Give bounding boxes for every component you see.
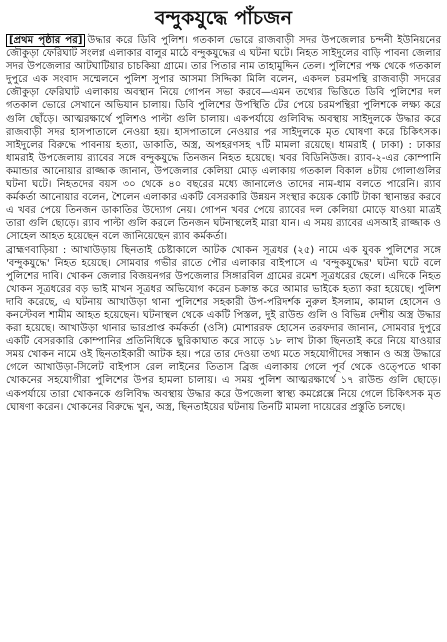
article-paragraph-2: ব্রাহ্মণবাড়িয়া : আখাউড়ায় ছিনতাই চেষ্টাকালে আটক খোকন সূত্রধর (২৫) নামে এক যুবক পুলিশের সঙ্গে 'বন্দুকযুদ্ধে' নিহত হয়েছে। সোমবার গভীর রাতে পৌর এলাকার বাইপাসে এ 'বন্দুকযুদ্ধের' ঘটনা ঘটে বলে পুলিশের দাবি। খোকন জেলার বিজয়নগর উপজেলার সিঙ্গারবিল গ্রামের রমেশ সূত্রধরের ছেলে। এদিকে নিহত খোকন সূত্রধরের বড় ভাই মাখন সূত্রধর অভিযোগ করেন চক্রান্ত করে আমার ভাইকে হত্যা করা হয়েছে। পুলিশ দাবি করেছে, এ ঘটনায় আখাউড়া থানা পুলিশের সহকারী উপ-পরিদর্শক নুরুল ইসলাম, কামাল হোসেন ও কনস্টেবল শামীম আহত হয়েছেন। ঘটনাস্থল থেকে একটি পিস্তল, দুই রাউন্ড গুলি ও বিভিন্ন দেশীয় অস্ত্র উদ্ধার করা হয়েছে। আখাউড়া থানার ভারপ্রাপ্ত কর্মকর্তা (ওসি) মোশাররফ হোসেন তরফদার জানান, সোমবার দুপুরে একটি বেসরকারি কোম্পানির প্রতিনিধিকে ছুরিকাঘাত করে সাড়ে ১৮ লাখ টাকা ছিনতাই করে নিয়ে যাওয়ার সময় খোকন নামে ওই ছিনতাইকারী আটক হয়। পরে তার দেওয়া তথ্য মতে সহযোগীদের সন্ধান ও অস্ত্র উদ্ধারে গেলে আখাউড়া-সিলেট বাইপাস রেল লাইনের তিতাস ব্রিজ এলাকায় গেলে পূর্ব থেকে ওত্পেতে থাকা খোকনের সহযোগীরা পুলিশের উপর হামলা চালায়। এ সময় পুলিশ আত্মরক্ষার্থে ১৭ রাউন্ড গুলি ছোড়ে। একপর্যায়ে তারা খোকনকে গুলিবিদ্ধ অবস্থায় উদ্ধার করে উপজেলা স্বাস্থ্য কমপ্লেক্সে নিয়ে গেলে চিকিৎসক মৃত ঘোষণা করেন। খোকনের বিরুদ্ধে খুন, অস্ত্র, ছিনতাইয়ের ঘটনায় তিনটি মামলা দায়েরের প্রস্তুতি চলছে। [6,244,441,413]
article-paragraph-1 [6,34,441,244]
article-body [6,34,441,414]
article-headline: বন্দুকযুদ্ধে পাঁচজন [154,7,293,29]
continuation-tag: [প্রথম পৃষ্ঠার পর] [6,34,85,47]
paragraph-text: উদ্ধার করে ডিবি পুলিশ। গতকাল ভোরে রাজবাড়ী সদর উপজেলার চন্দনী ইউনিয়নের জৌকুড়া ফেরিঘাট সংলগ্ন এলাকার বালুর মাঠে বন্দুকযুদ্ধের এ ঘটনা ঘটে। নিহত সাইদুলের বাড়ি পাবনা জেলার সদর উপজেলার আটঘাটিয়ার চাচকিয়া গ্রামে। তার পিতার নাম তাহামুদ্দিন তেল। পুলিশের পক্ষ থেকে গতকাল দুপুরে এক সংবাদ সম্মেলনে পুলিশ সুপার আসমা সিদ্দিকা মিলি বলেন, একদল চরমপন্থি রাজবাড়ী সদরের জৌকুড়া ফেরিঘাট এলাকায় অবস্থান নিয়ে গোপন সভা করবে—এমন তথ্যের ভিত্তিতে ডিবি পুলিশের দল গতকাল ভোরে সেখানে অভিযান চালায়। ডিবি পুলিশের উপস্থিতি টের পেয়ে চরমপন্থিরা পুলিশকে লক্ষ্য করে গুলি ছোঁড়ে। আত্মরক্ষার্থে পুলিশও পাল্টা গুলি চালায়। একপর্যায়ে গুলিবিদ্ধ অবস্থায় সাইদুলকে উদ্ধার করে রাজবাড়ী সদর হাসপাতালে নেওয়া হয়। হাসপাতালে নেওয়ার পর সাইদুলকে মৃত ঘোষণা করে চিকিৎসক। সাইদুলের বিরুদ্ধে পাবনায় হত্যা, ডাকাতি, অস্ত্র, অপহরণসহ ৭টি মামলা রয়েছে। ধামরাই ( ঢাকা) : ঢাকার ধামরাই উপজেলায় র‌্যাবের সঙ্গে বন্দুকযুদ্ধে তিনজন নিহত হয়েছে। খবর বিডিনিউজ। র‌্যাব-২-এর কোম্পানি কমান্ডার আনোয়ার রাজ্জাক জানান, উপজেলার কেলিয়া মোড় এলাকায় গতকাল বিকাল ৪টায় গোলাগুলির ঘটনা ঘটে। নিহতদের বয়স ৩০ থেকে ৪০ বছরের মধ্যে জানালেও তাদের নাম-ধাম বলতে পারেনি। র‌্যাব কর্মকর্তা আনোয়ার বলেন, শৈলেন এলাকার একটি বেসরকারি উন্নয়ন সংস্থার কয়েক কোটি টাকা স্থানান্তর করবে এ খবর পেয়ে তিনজন ডাকাতির উদ্যোগ নেয়। গোপন খবর পেয়ে র‌্যাবের দল কেলিয়া মোড়ে যাওয়া মাত্রই তারা গুলি ছোড়ে। র‌্যাব পাল্টা গুলি করলে তিনজন ঘটনাস্থলেই মারা যান। এ সময় র‌্যাবের এসআই রাজ্জাক ও সোহেল আহত হয়েছেন বলে জানিয়েছেন র‌্যাব কর্মকর্তা। [6,35,441,243]
